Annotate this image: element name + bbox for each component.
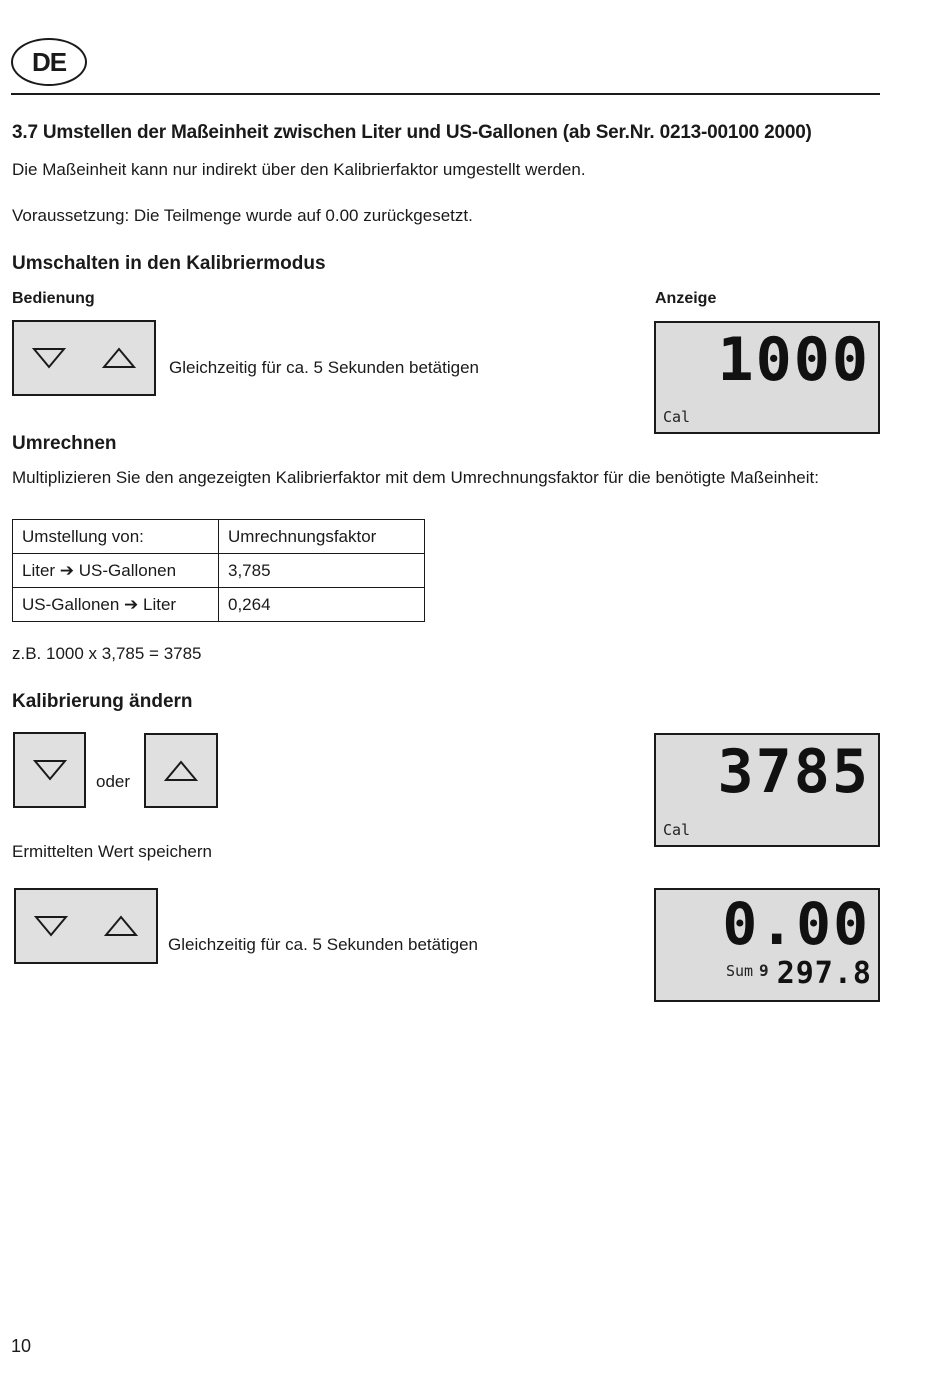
- keypad-down-up[interactable]: [12, 320, 156, 396]
- conversion-table: [12, 519, 425, 622]
- operation-column-label: Bedienung: [12, 290, 95, 307]
- change-calibration-heading: Kalibrierung ändern: [12, 691, 193, 712]
- convert-text: Multiplizieren Sie den angezeigten Kalibrierfaktor mit dem Umrechnungsfaktor für die benötigte Maßeinheit:: [12, 468, 819, 487]
- keypad-down-up-save[interactable]: [14, 888, 158, 964]
- arrow-up-icon[interactable]: [102, 346, 136, 370]
- header-rule: [11, 93, 880, 95]
- arrow-down-icon[interactable]: [32, 346, 66, 370]
- calibration-mode-heading: Umschalten in den Kalibriermodus: [12, 253, 326, 274]
- lcd-display-cal-1000: [654, 321, 880, 434]
- conversion-example: z.B. 1000 x 3,785 = 3785: [12, 644, 202, 663]
- save-instruction: Gleichzeitig für ca. 5 Sekunden betätigen: [168, 935, 478, 954]
- page-number: 10: [11, 1336, 32, 1356]
- arrow-down-icon[interactable]: [33, 758, 67, 782]
- table-header-cell: Umrechnungsfaktor: [219, 520, 425, 554]
- convert-heading: Umrechnen: [12, 433, 117, 454]
- lcd-sum-label: Sum: [726, 962, 754, 980]
- language-badge-text: DE: [31, 46, 67, 77]
- table-cell: US-Gallonen ➔ Liter: [13, 588, 219, 622]
- table-row: [13, 588, 425, 622]
- lcd-sum-value: 297.8: [776, 956, 872, 991]
- section-title: 3.7 Umstellen der Maßeinheit zwischen Liter und US-Gallonen (ab Ser.Nr. 0213-00100 2000): [12, 122, 812, 143]
- arrow-up-icon[interactable]: [104, 914, 138, 938]
- arrow-up-icon[interactable]: [164, 759, 198, 783]
- lcd-display-cal-3785: [654, 733, 880, 847]
- lcd-main-value: 0.00: [722, 890, 870, 958]
- table-row: [13, 554, 425, 588]
- save-heading: Ermittelten Wert speichern: [12, 842, 212, 861]
- lcd-display-sum: [654, 888, 880, 1002]
- down-button[interactable]: [13, 732, 86, 808]
- lcd-main-value: 3785: [717, 737, 870, 807]
- arrow-down-icon[interactable]: [34, 914, 68, 938]
- calibration-mode-instruction: Gleichzeitig für ca. 5 Sekunden betätigen: [169, 358, 479, 377]
- up-button[interactable]: [144, 733, 218, 808]
- table-cell: 0,264: [219, 588, 425, 622]
- section-intro: Die Maßeinheit kann nur indirekt über den Kalibrierfaktor umgestellt werden.: [12, 160, 586, 179]
- table-header-cell: Umstellung von:: [13, 520, 219, 554]
- precondition-text: Voraussetzung: Die Teilmenge wurde auf 0.00 zurückgesetzt.: [12, 206, 473, 225]
- lcd-main-value: 1000: [717, 325, 870, 395]
- table-header-row: [13, 520, 425, 554]
- lcd-cal-label: Cal: [663, 408, 691, 426]
- table-cell: 3,785: [219, 554, 425, 588]
- or-label: oder: [96, 772, 131, 791]
- lcd-sum-digit: 9: [759, 961, 769, 980]
- language-badge: [11, 38, 87, 86]
- display-column-label: Anzeige: [655, 290, 717, 307]
- lcd-cal-label: Cal: [663, 821, 691, 839]
- table-cell: Liter ➔ US-Gallonen: [13, 554, 219, 588]
